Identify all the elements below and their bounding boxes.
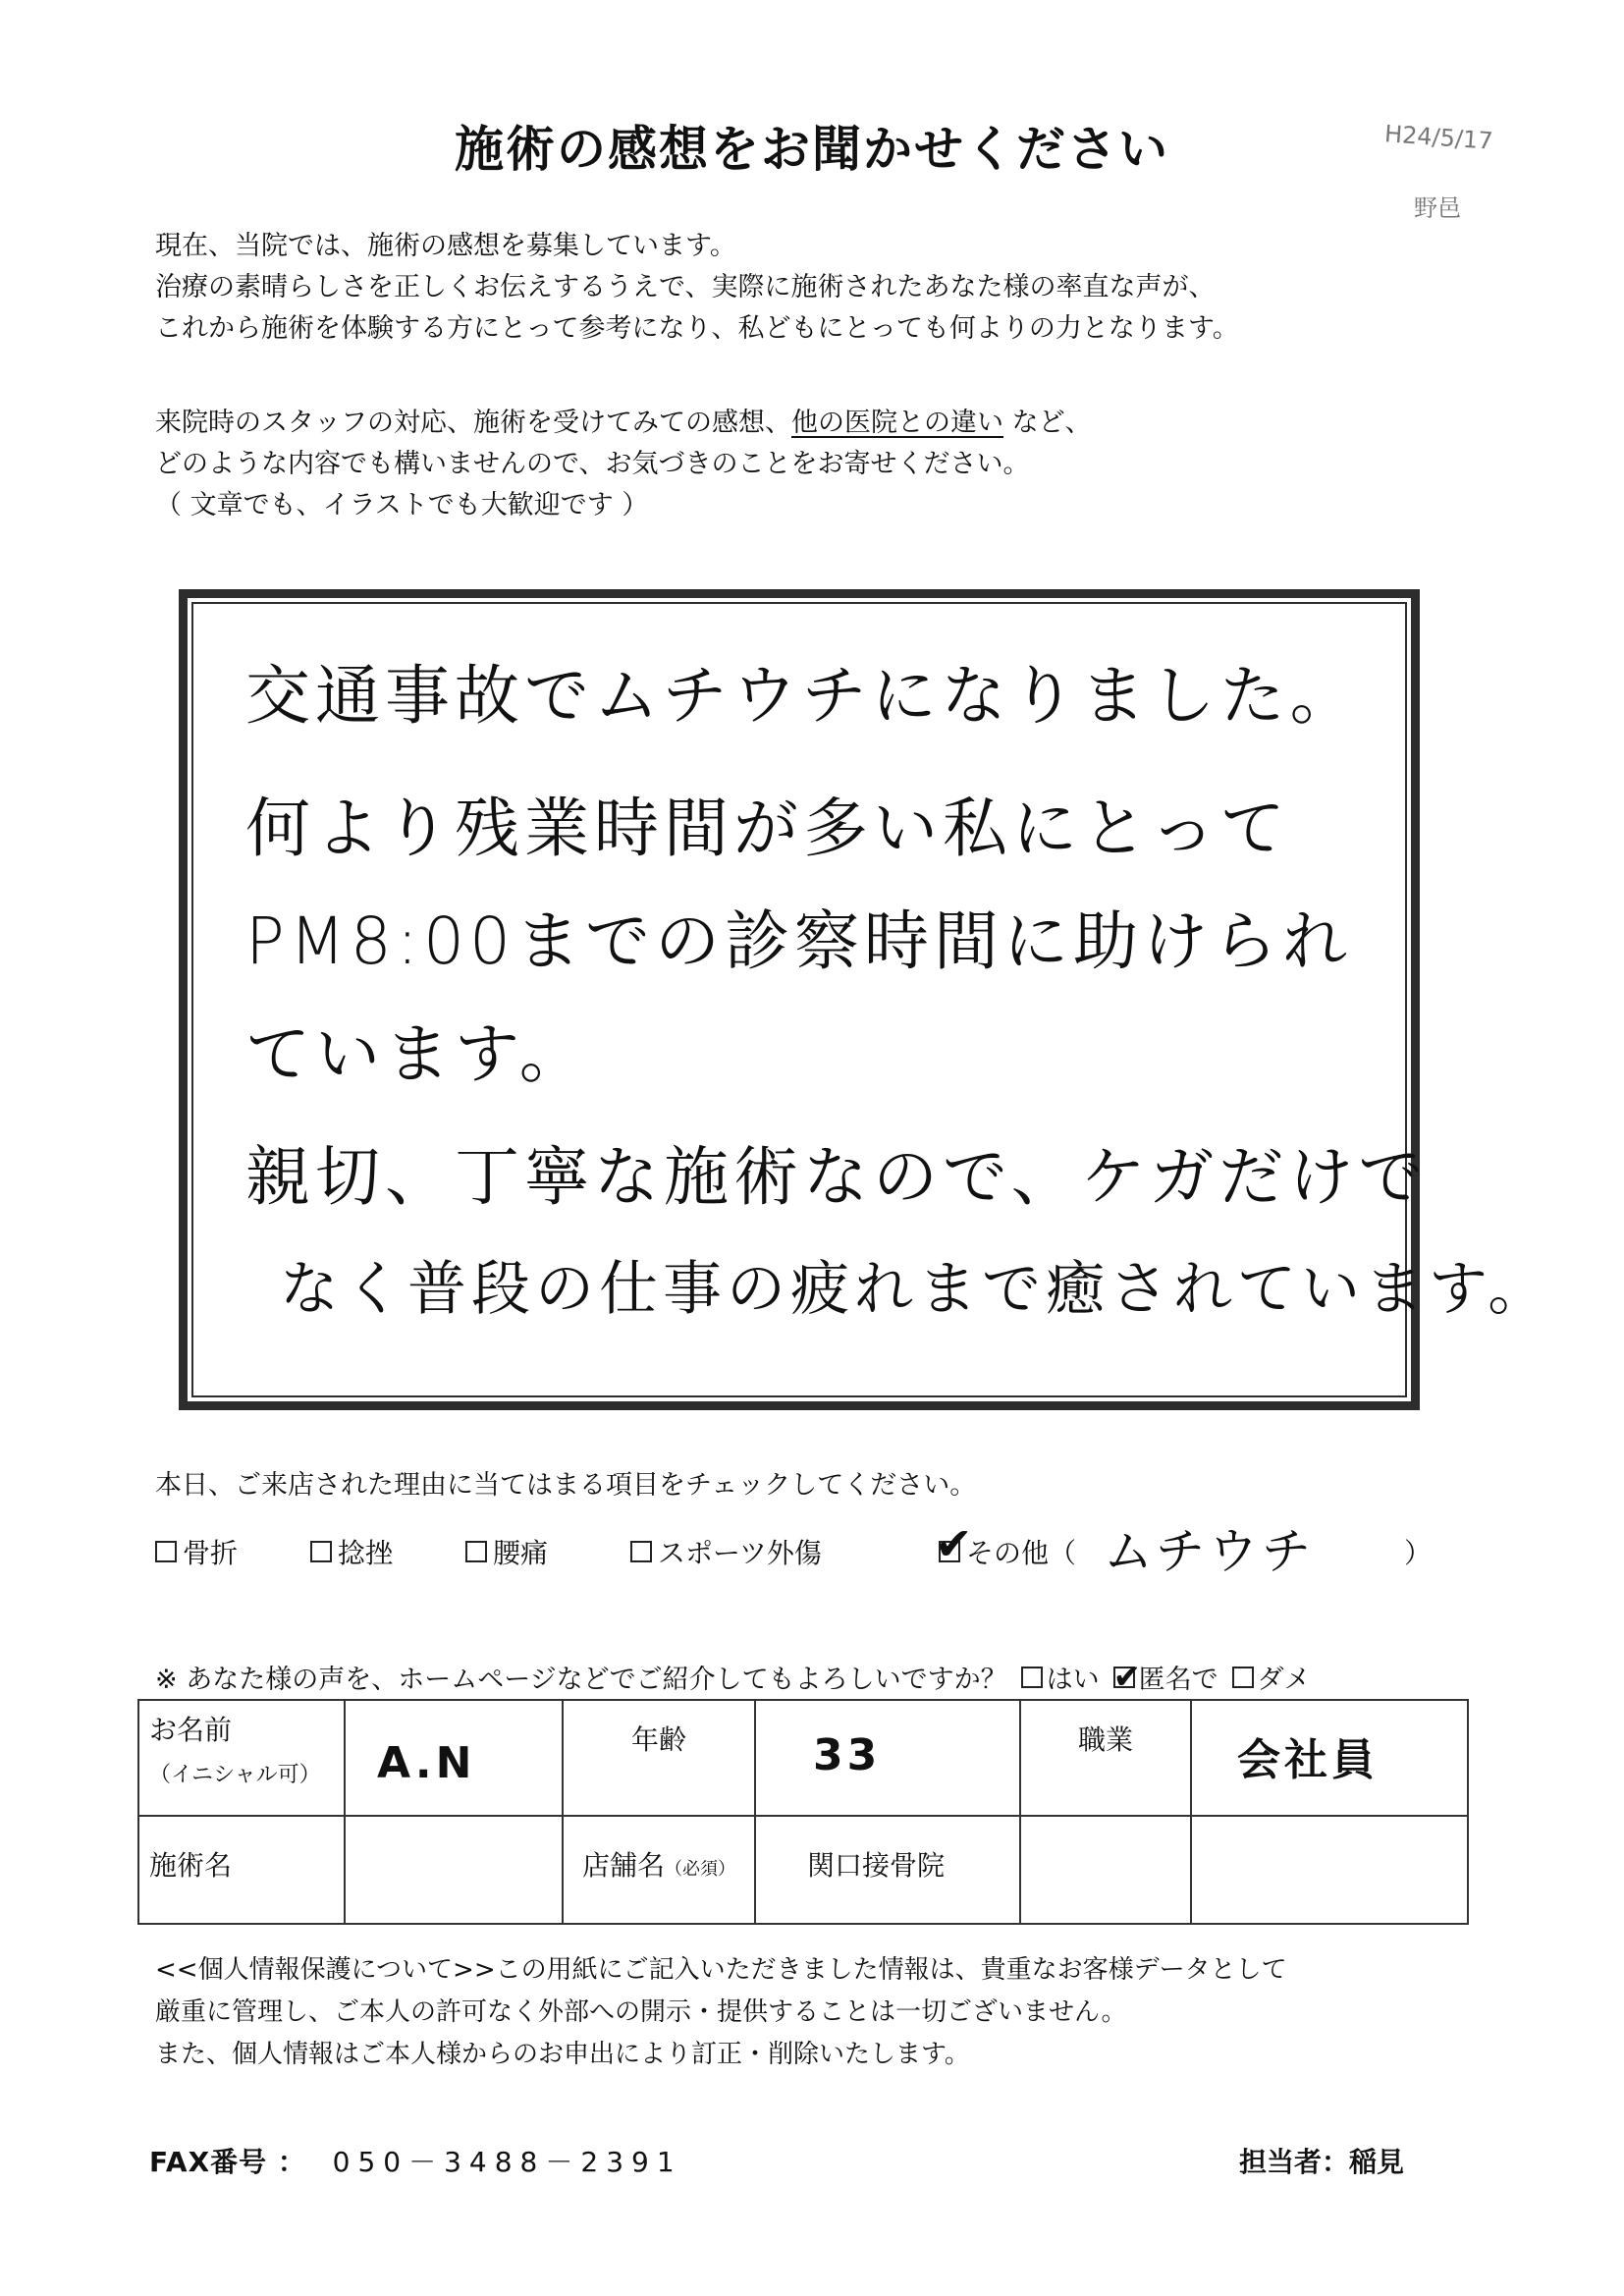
- checkbox-icon[interactable]: [1021, 1667, 1043, 1688]
- fax-number: 050－3488－2391: [332, 2146, 682, 2178]
- privacy-line: また、個人情報はご本人様からのお申出により訂正・削除いたします。: [155, 2040, 970, 2069]
- intro-paragraph-1: [155, 226, 1239, 350]
- intro-line: 治療の素晴らしさを正しくお伝えするうえで、実際に施術されたあなた様の率直な声が、: [155, 272, 1216, 302]
- age-value-cell[interactable]: 33: [755, 1700, 1020, 1816]
- name-value-cell[interactable]: A.N: [345, 1700, 563, 1816]
- comment-line: ています。: [245, 1016, 589, 1092]
- treatment-value-cell[interactable]: [345, 1816, 563, 1924]
- job-label-cell: 職業: [1020, 1700, 1191, 1816]
- comment-line: 何より残業時間が多い私にとって: [245, 791, 1290, 866]
- store-label-cell: 店舗名（必須）: [563, 1816, 755, 1924]
- intro-line: （ 文章でも、イラストでも大歓迎です ）: [155, 490, 649, 520]
- empty-cell: [1020, 1816, 1191, 1924]
- permission-question: ※ あなた様の声を、ホームページなどでご紹介してもよろしいですか？: [155, 1665, 1007, 1695]
- empty-cell: [1191, 1816, 1468, 1924]
- reason-option-sports-injury[interactable]: スポーツ外傷: [630, 1532, 822, 1571]
- reason-option-fracture[interactable]: 骨折: [155, 1532, 238, 1571]
- checkmark-icon: ✔: [935, 1517, 973, 1570]
- name-label-cell: お名前 （イニシャル可）: [138, 1700, 345, 1816]
- info-table: [137, 1699, 1469, 1925]
- permission-row: [155, 1658, 1311, 1696]
- comment-line: PM8:00までの診察時間に助けられ: [245, 903, 1352, 979]
- checkbox-icon[interactable]: [630, 1541, 652, 1562]
- comment-line: 親切、丁寧な施術なので、ケガだけで: [245, 1139, 1429, 1215]
- intro-line: 来院時のスタッフの対応、施術を受けてみての感想、他の医院との違い など、: [155, 408, 1092, 438]
- reason-option-sprain[interactable]: 捻挫: [310, 1532, 393, 1571]
- privacy-notice: [155, 1949, 1287, 2076]
- comment-line: 交通事故でムチウチになりました。: [245, 658, 1360, 734]
- age-label-cell: 年齢: [563, 1700, 755, 1816]
- handwritten-note: 野邑: [1414, 194, 1461, 222]
- other-close-paren: ）: [1404, 1537, 1433, 1569]
- checkbox-icon[interactable]: [465, 1541, 487, 1562]
- intro-line: どのような内容でも構いませんので、お気づきのことをお寄せください。: [155, 449, 1030, 479]
- privacy-line: <<個人情報保護について>>この用紙にご記入いただきました情報は、貴重なお客様データとして: [155, 1955, 1287, 1985]
- checkmark-icon: ✔: [1112, 1657, 1142, 1697]
- fax-label: FAX番号 ：: [149, 2146, 306, 2178]
- date-stamp: H24/5/17: [1383, 120, 1494, 155]
- checkbox-checked-icon[interactable]: [1112, 1657, 1142, 1697]
- privacy-line: 厳重に管理し、ご本人の許可なく外部への開示・提供することは一切ございません。: [155, 1997, 1127, 2027]
- reason-question: 本日、ご来店された理由に当てはまる項目をチェックしてください。: [155, 1470, 977, 1501]
- permission-option-no[interactable]: ダメ: [1232, 1658, 1311, 1696]
- page-title: 施術の感想をお聞かせください: [455, 121, 1169, 178]
- underlined-phrase: 他の医院との違い: [791, 408, 1003, 438]
- reason-option-backpain[interactable]: 腰痛: [465, 1532, 548, 1571]
- checkbox-icon[interactable]: [1232, 1667, 1254, 1688]
- other-reason-text: ムチウチ: [1104, 1523, 1315, 1580]
- treatment-label-cell: 施術名: [138, 1816, 345, 1924]
- checkbox-icon[interactable]: [155, 1541, 177, 1562]
- store-value-cell[interactable]: 関口接骨院: [755, 1816, 1020, 1924]
- reason-option-other[interactable]: ✔ その他（: [935, 1517, 1077, 1570]
- checkbox-checked-icon[interactable]: [935, 1517, 973, 1570]
- comment-line: なく普段の仕事の疲れまで癒されています。: [280, 1255, 1552, 1324]
- fax-line: [149, 2141, 682, 2180]
- intro-line: 現在、当院では、施術の感想を募集しています。: [155, 231, 736, 261]
- staff-name: 担当者：稲見: [1239, 2146, 1405, 2178]
- permission-option-anonymous[interactable]: ✔ 匿名で: [1113, 1658, 1218, 1696]
- checkbox-icon[interactable]: [310, 1541, 332, 1562]
- intro-line: これから施術を体験する方にとって参考になり、私どもにとっても何よりの力となります。: [155, 313, 1239, 344]
- intro-paragraph-2: [155, 403, 1092, 526]
- permission-option-yes[interactable]: はい: [1021, 1658, 1100, 1696]
- job-value-cell[interactable]: 会社員: [1191, 1700, 1468, 1816]
